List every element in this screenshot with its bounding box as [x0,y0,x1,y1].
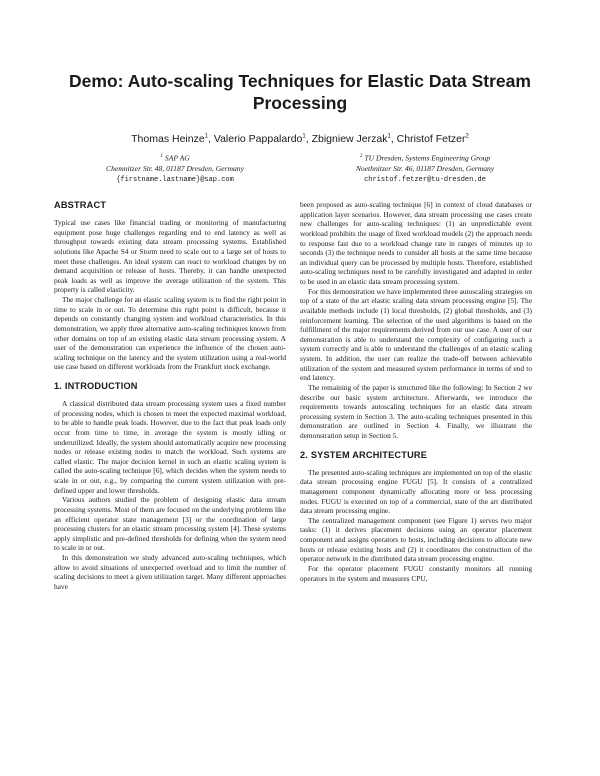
right-column [300,200,532,583]
section-heading: 2. SYSTEM ARCHITECTURE [300,449,428,460]
author-name: Christof Fetzer [396,133,466,145]
affiliation-email: christof.fetzer@tu-dresden.de [364,175,486,184]
body-paragraph: been proposed as auto-scaling technique [6] in context of cloud databases or application layer scenarios. However, data stream processing use cases create new challenges for auto-scaling techniques: (1) an unpredictable event workload prohibits the usage of fixed workload models (2) the approach needs to response fast due to a workload change rate in ranges of minutes up to seconds (3) the technique needs to consider all hosts at the same time because an individual query can be processed by multiple hosts. Therefore, established auto-scaling techniques need to be carefully investigated and adapted in order to be used in an elastic data stream processing system. [300,200,532,286]
body-paragraph: Typical use cases like financial trading or monitoring of manufacturing equipment pose huge challenges regarding end to end latency as well as throughput towards existing data stream processing systems. Established solutions like Apache S4 or Storm need to scale out to a large set of hosts to meet these challenges. An ideal system can react to workload changes by on demand acquisition or release of hosts. Thereby, it can handle unexpected peak loads as well as improve the average utilization of the system. This property is called elasticity. [54,218,286,295]
affiliation-email: {firstname.lastname}@sap.com [116,175,234,184]
paper-title: Demo: Auto-scaling Techniques for Elastic Data Stream Processing [69,71,531,113]
author-mark: 1 [387,133,391,140]
body-paragraph: The major challenge for an elastic scaling system is to find the right point in time to scale in or out. To determine this right point is difficult, because it depends on constantly changing system and workload characteristics. In this demonstration, we apply three alternative auto-scaling techniques known from other domains on top of an existing elastic data stream processing system. A user of the demonstration can experience the influence of the chosen auto-scaling technique on the latency and the system utilization using a real-world use case based on different workloads from the Frankfurt stock exchange. [54,295,286,372]
affiliation-org: SAP AG [164,153,190,163]
affiliation-mark: 2 [359,153,363,159]
body-paragraph: For this demonstration we have implemented three autoscaling strategies on top of a state of the art elastic scaling data stream processing engine [5]. The available methods include (1) local thresholds, (2) global thresholds, and (3) reinforcement learning. The selection of the used algorithms is based on the fulfillment of the major requirements derived from our use case. A user of our demonstration is able to understand the complexity of configuring such a system correctly and is able to understand the challenges of an elastic scaling system. In addition, the user can realize the trade-off between achievable utilization of the system and measured system performance in terms of end to end latency. [300,286,532,383]
author-name: Thomas Heinze [131,133,205,145]
body-paragraph: In this demonstration we study advanced auto-scaling techniques, which allow to avoid situations of unexpected overload and to limit the number of scaling decisions to meet a given utilization target. Many different approaches have [54,553,286,591]
affiliation-org: TU Dresden, Systems Engineering Group [364,153,491,163]
section-heading: 1. INTRODUCTION [54,381,138,391]
body-paragraph: The remaining of the paper is structured like the following: In Section 2 we describe our basic system architecture. Afterwards, we introduce the requirements towards autoscaling techniques for an elastic data stream processing system in Section 3. The auto-scaling techniques presented in this demonstration are outlined in Section 4. Finally, we illustrate the demonstration setup in Section 5. [300,382,532,440]
section-heading: ABSTRACT [54,200,107,210]
body-paragraph: The centralized management component (see Figure 1) serves two major tasks: (1) it derives placement decisions using an operator placement component and assigns operators to hosts, including decisions to allocate new hosts or release existing hosts and (2) it coordinates the construction of the operator network in the distributed data stream processing engine. [300,515,532,564]
author-mark: 1 [302,133,306,140]
affiliation-tud [300,151,550,185]
author-list: Thomas Heinze$^1$, Valerio Pappalardo$^1$, Zbigniew Jerzak$^1$, Christof Fetzer$^2$ [131,133,469,145]
author-mark: 1 [204,133,209,140]
body-paragraph: For the operator placement FUGU constantly monitors all running operators in the system and measures CPU, [300,563,532,583]
author-mark: 2 [465,133,469,140]
affiliation-mark: 1 [160,153,163,159]
author-name: Zbigniew Jerzak [311,133,388,145]
left-column [54,200,286,592]
affiliation-address: Chemnitzer Str. 48, 01187 Dresden, Germany [106,164,244,174]
body-paragraph: Various authors studied the problem of designing elastic data stream processing systems. Most of them are focused on the underlying problems like an efficient operator state management [3] or the coordination of large processing clusters for an elastic stream processing system [4]. These systems apply simplistic and pre-defined thresholds for defining when the system need to scale in or out. [54,495,286,553]
body-paragraph: A classical distributed data stream processing system uses a fixed number of processing nodes, which is chosen to meet the expected maximal workload, to be able to handle peak loads. However, due to the fact that peak loads only occur from time to time, in average the system is mostly idling or underutilized. Ideally, the system should automatically acquire new processing nodes or release existing nodes to match the workload. Such systems are called elastic. The major decision kernel in such an elastic scaling system is called the auto-scaling technique [6], which decides when the system needs to scale in or out, e.g., by comparing the current system utilization with pre-defined upper and lower thresholds. [54,399,286,495]
author-name: Valerio Pappalardo [213,133,303,145]
affiliation-address: Noethnitzer Str. 46, 01187 Dresden, Germany [355,164,495,174]
affiliation-sap [50,151,300,185]
body-paragraph: The presented auto-scaling techniques are implemented on top of the elastic data stream processing engine FUGU [5]. It consists of a centralized management component dynamically allocating more or less processing nodes. FUGU is executed on top of a commercial, state of the art distributed data stream processing engine. [300,467,532,516]
